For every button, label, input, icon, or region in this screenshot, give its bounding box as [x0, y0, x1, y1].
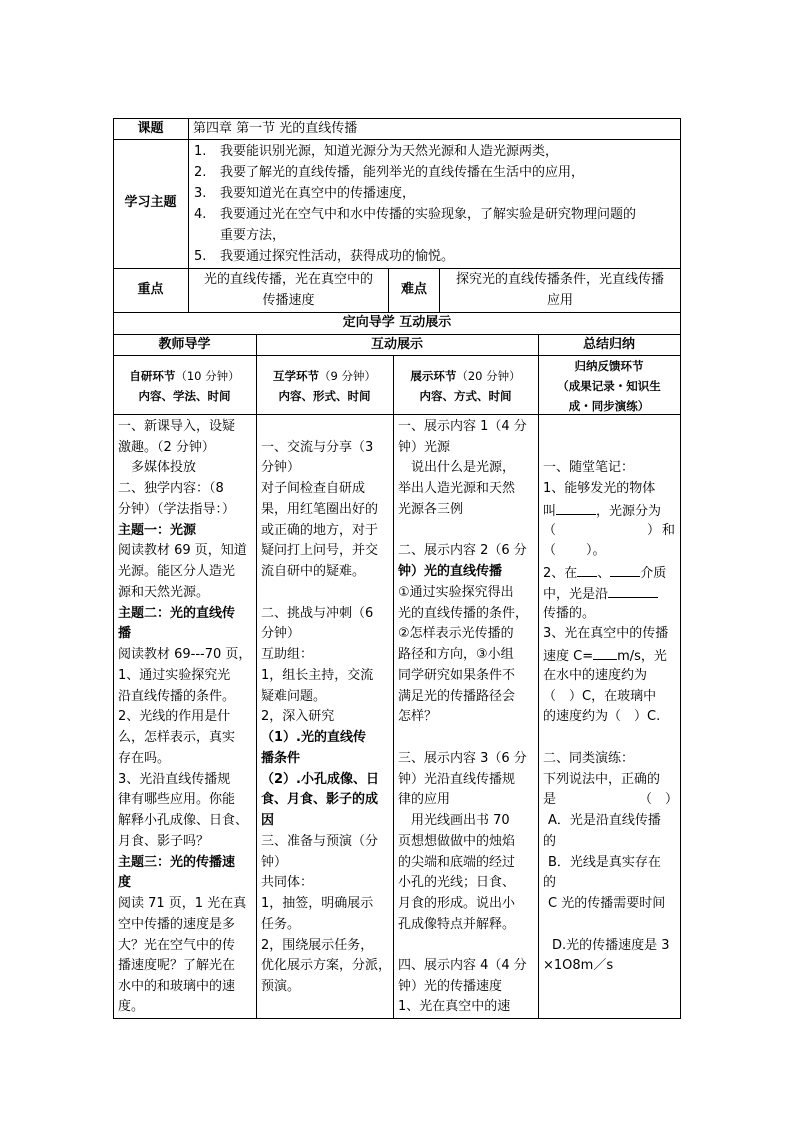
text-line: 说出什么是光源，	[398, 460, 516, 475]
subheader-summary: 归纳反馈环节	[574, 359, 644, 373]
col-header-summary: 总结归纳	[582, 337, 635, 352]
text-line: 一、展示内容 1（4 分	[398, 419, 527, 434]
text-line: 共同体：	[261, 875, 314, 890]
option-a: A．光是沿直线传播	[548, 813, 661, 828]
course-title: 第四章 第一节 光的直线传播	[193, 121, 358, 136]
text-line: 小孔的光线；日食、	[398, 875, 516, 890]
text-line: 分钟）	[261, 460, 301, 475]
answer-blank[interactable]	[556, 500, 596, 515]
key-label: 重点	[137, 282, 164, 297]
fill-line: 速度 C= m/s，光	[543, 645, 667, 668]
text-line: 律的应用	[398, 792, 451, 807]
subheader-mutual-sub: 内容、形式、时间	[278, 389, 371, 403]
text-line: 三、准备与预演（分	[261, 834, 379, 849]
theme-item-cont: 重要方法，	[220, 228, 286, 243]
text-line: 1、光在真空中的速	[398, 999, 511, 1014]
theme-item-text: 我要知道光在真空中的传播速度，	[220, 186, 416, 201]
option-b: B．光线是真实存在	[548, 855, 661, 870]
text-line: 举出人造光源和天然	[398, 481, 516, 496]
text-line: 光源。能区分人造光	[118, 564, 236, 579]
text-line: 满足光的传播路径会	[398, 689, 516, 704]
text-line: 疑问打上问号，并交	[261, 543, 379, 558]
text-line: 阅读教材 69---70 页，	[118, 647, 252, 662]
topic-heading: 主题三：光的传播速	[118, 855, 236, 870]
subheader-summary-sub2: 成・同步演练）	[568, 399, 650, 413]
answer-blank[interactable]	[608, 583, 658, 598]
text-line: 钟）光源	[398, 440, 451, 455]
theme-item-num: 1.	[194, 144, 207, 159]
text-line: 二、独学内容：（8	[118, 481, 224, 496]
text-line: 在水中的速度约为	[543, 668, 648, 683]
text-line: 3、光沿直线传播规	[118, 772, 231, 787]
col-header-teacher: 教师导学	[158, 337, 211, 352]
text-line: 一、新课导入，设疑	[118, 419, 236, 434]
text-line: 预演。	[261, 979, 301, 994]
text-line: 同学研究如果条件不	[398, 668, 516, 683]
text-line: 怎样？	[398, 709, 438, 724]
text-line: 1、能够发光的物体	[543, 481, 656, 496]
theme-item-num: 3.	[194, 186, 207, 201]
notes-heading: 一、随堂笔记：	[543, 460, 635, 475]
text-line: 1，组长主持，交流	[261, 668, 374, 683]
text-line: 1，抽签，明确展示	[261, 896, 374, 911]
option-d: D.光的传播速度是 3	[552, 938, 670, 953]
text-line: （1）.光的直线传	[261, 730, 366, 745]
text-line: 解释小孔成像、日食、	[118, 813, 249, 828]
question-text: 是 （ ）	[543, 792, 679, 807]
text-line: 水中的和玻璃中的速	[118, 979, 236, 994]
text-line: 存在吗。	[118, 751, 171, 766]
subheader-self-study-sub: 内容、学法、时间	[138, 389, 231, 403]
theme-label: 学习主题	[124, 195, 177, 210]
text-line: 优化展示方案，分派，	[261, 958, 392, 973]
text-line: 2，深入研究	[261, 709, 335, 724]
text-line: 或正确的地方，对于	[261, 523, 379, 538]
difficulty-label: 难点	[400, 282, 427, 297]
text-line: 三、展示内容 3（6 分	[398, 751, 527, 766]
text-line: 疑难问题。	[261, 689, 327, 704]
answer-blank[interactable]	[577, 562, 597, 577]
subheader-mutual: 互学环节（9 分钟）	[273, 369, 376, 383]
text-line: 二、展示内容 2（6 分	[398, 543, 527, 558]
text-line: 么，怎样表示，真实	[118, 730, 236, 745]
text-line: 对子间检查自研成	[261, 481, 366, 496]
option-b-cont: 的	[543, 875, 557, 890]
text-line: 大？光在空气中的传	[118, 938, 236, 953]
topic-heading: 主题二：光的直线传	[118, 606, 236, 621]
topic-heading: 主题一：光源	[118, 523, 197, 538]
text-line: 钟）	[261, 855, 288, 870]
practice-heading: 二、同类演练：	[543, 751, 635, 766]
text-line: ①通过实验探究得出	[398, 585, 514, 600]
key-line-1: 光的直线传播，光在真空中的	[203, 272, 373, 287]
text-line: 用光线画出书 70	[398, 813, 510, 828]
text-line: 月食的形成。说出小	[398, 896, 516, 911]
fill-line: （ ） 和	[543, 523, 676, 538]
subheader-show: 展示环节（20 分钟）	[410, 369, 521, 383]
subheader-self-study: 自研环节（10 分钟）	[129, 369, 240, 383]
option-a-cont: 的	[543, 834, 557, 849]
key-line-2: 传播速度	[262, 293, 315, 308]
text-line: 传播的。	[543, 606, 596, 621]
section-title: 定向导学 互动展示	[342, 315, 452, 330]
theme-item-num: 4.	[194, 207, 207, 222]
text-line: 钟）光的直线传播	[398, 564, 503, 579]
fill-line: 中，光是沿	[543, 583, 658, 606]
text-line: 一、交流与分享（3	[261, 440, 374, 455]
text-line: 律有哪些应用。你能	[118, 792, 236, 807]
difficulty-line-2: 应用	[546, 293, 573, 308]
text-line: 阅读教材 69 页，知道	[118, 543, 247, 558]
text-line: 果，用红笔圈出好的	[261, 502, 379, 517]
text-line: 光源各三例	[398, 502, 464, 517]
text-line: 钟）光沿直线传播规	[398, 772, 516, 787]
col-header-interaction: 互动展示	[370, 337, 423, 352]
text-line: 3、光在真空中的传播	[543, 626, 669, 641]
question-text: 下列说法中，正确的	[543, 772, 661, 787]
option-c: C 光的传播需要时间	[548, 896, 666, 911]
text-line: 路径和方向，③小组	[398, 647, 514, 662]
subheader-summary-sub1: （成果记录・知识生	[557, 379, 661, 393]
text-line: 源和天然光源。	[118, 585, 210, 600]
text-line: 食、月食、影子的成	[261, 792, 379, 807]
text-line: 光的直线传播的条件，	[398, 606, 529, 621]
theme-item-num: 2.	[194, 165, 207, 180]
text-line: 空中传播的速度是多	[118, 917, 236, 932]
text-line: 因	[261, 813, 275, 828]
text-line: 分钟）	[261, 626, 301, 641]
theme-item-text: 我要通过光在空气中和水中传播的实验现象，了解实验是研究物理问题的	[220, 207, 637, 222]
answer-blank[interactable]	[593, 645, 617, 660]
text-line: （2）.小孔成像、日	[261, 772, 379, 787]
text-line: （ ）C，在玻璃中	[543, 689, 657, 704]
topic-heading: 度	[118, 875, 132, 890]
text-line: 1、通过实验探究光	[118, 668, 231, 683]
text-line: ②怎样表示光传播的	[398, 626, 514, 641]
text-line: 月食、影子吗？	[118, 834, 210, 849]
text-line: 分钟）（学法指导：）	[118, 502, 236, 517]
fill-line: 2、在 、 介质	[543, 562, 666, 585]
text-line: 四、展示内容 4（4 分	[398, 958, 527, 973]
text-line: 阅读 71 页，1 光在真	[118, 896, 247, 911]
text-line: 页想想做做中的烛焰	[398, 834, 516, 849]
text-line: 2、光线的作用是什	[118, 709, 231, 724]
theme-item-text: 我要了解光的直线传播，能列举光的直线传播在生活中的应用，	[220, 165, 585, 180]
difficulty-line-1: 探究光的直线传播条件，光直线传播	[455, 272, 664, 287]
text-line: 播速度呢？了解光在	[118, 958, 236, 973]
text-line: 二、挑战与冲刺（6	[261, 606, 374, 621]
theme-item-text: 我要通过探究性活动，获得成功的愉悦。	[220, 249, 455, 264]
topic-heading: 播	[118, 626, 132, 641]
text-line: 度。	[118, 999, 145, 1014]
text-line: 任务。	[261, 917, 301, 932]
text-line: 沿直线传播的条件。	[118, 689, 236, 704]
text-line: 流自研中的疑难。	[261, 564, 366, 579]
fill-line: （ ）。	[543, 543, 606, 558]
text-line: 激趣。（2 分钟）	[118, 440, 215, 455]
text-line: 2，围绕展示任务，	[261, 938, 374, 953]
fill-line: 叫 ，光源分为	[543, 500, 661, 523]
text-line: 的尖端和底端的经过	[398, 855, 516, 870]
text-line: 孔成像特点并解释。	[398, 917, 516, 932]
text-line: 钟）光的传播速度	[398, 979, 503, 994]
text-line: 多媒体投放	[118, 460, 197, 475]
text-line: 互助组：	[261, 647, 314, 662]
text-line: 播条件	[261, 751, 301, 766]
subheader-show-sub: 内容、方式、时间	[419, 389, 512, 403]
option-d-cont: ×1O8m／s	[543, 958, 614, 973]
theme-item-num: 5.	[194, 249, 207, 264]
course-label: 课题	[137, 121, 164, 136]
text-line: 的速度约为（ ）C.	[543, 709, 661, 724]
theme-item-text: 我要能识别光源，知道光源分为天然光源和人造光源两类，	[220, 144, 559, 159]
answer-blank[interactable]	[610, 562, 640, 577]
